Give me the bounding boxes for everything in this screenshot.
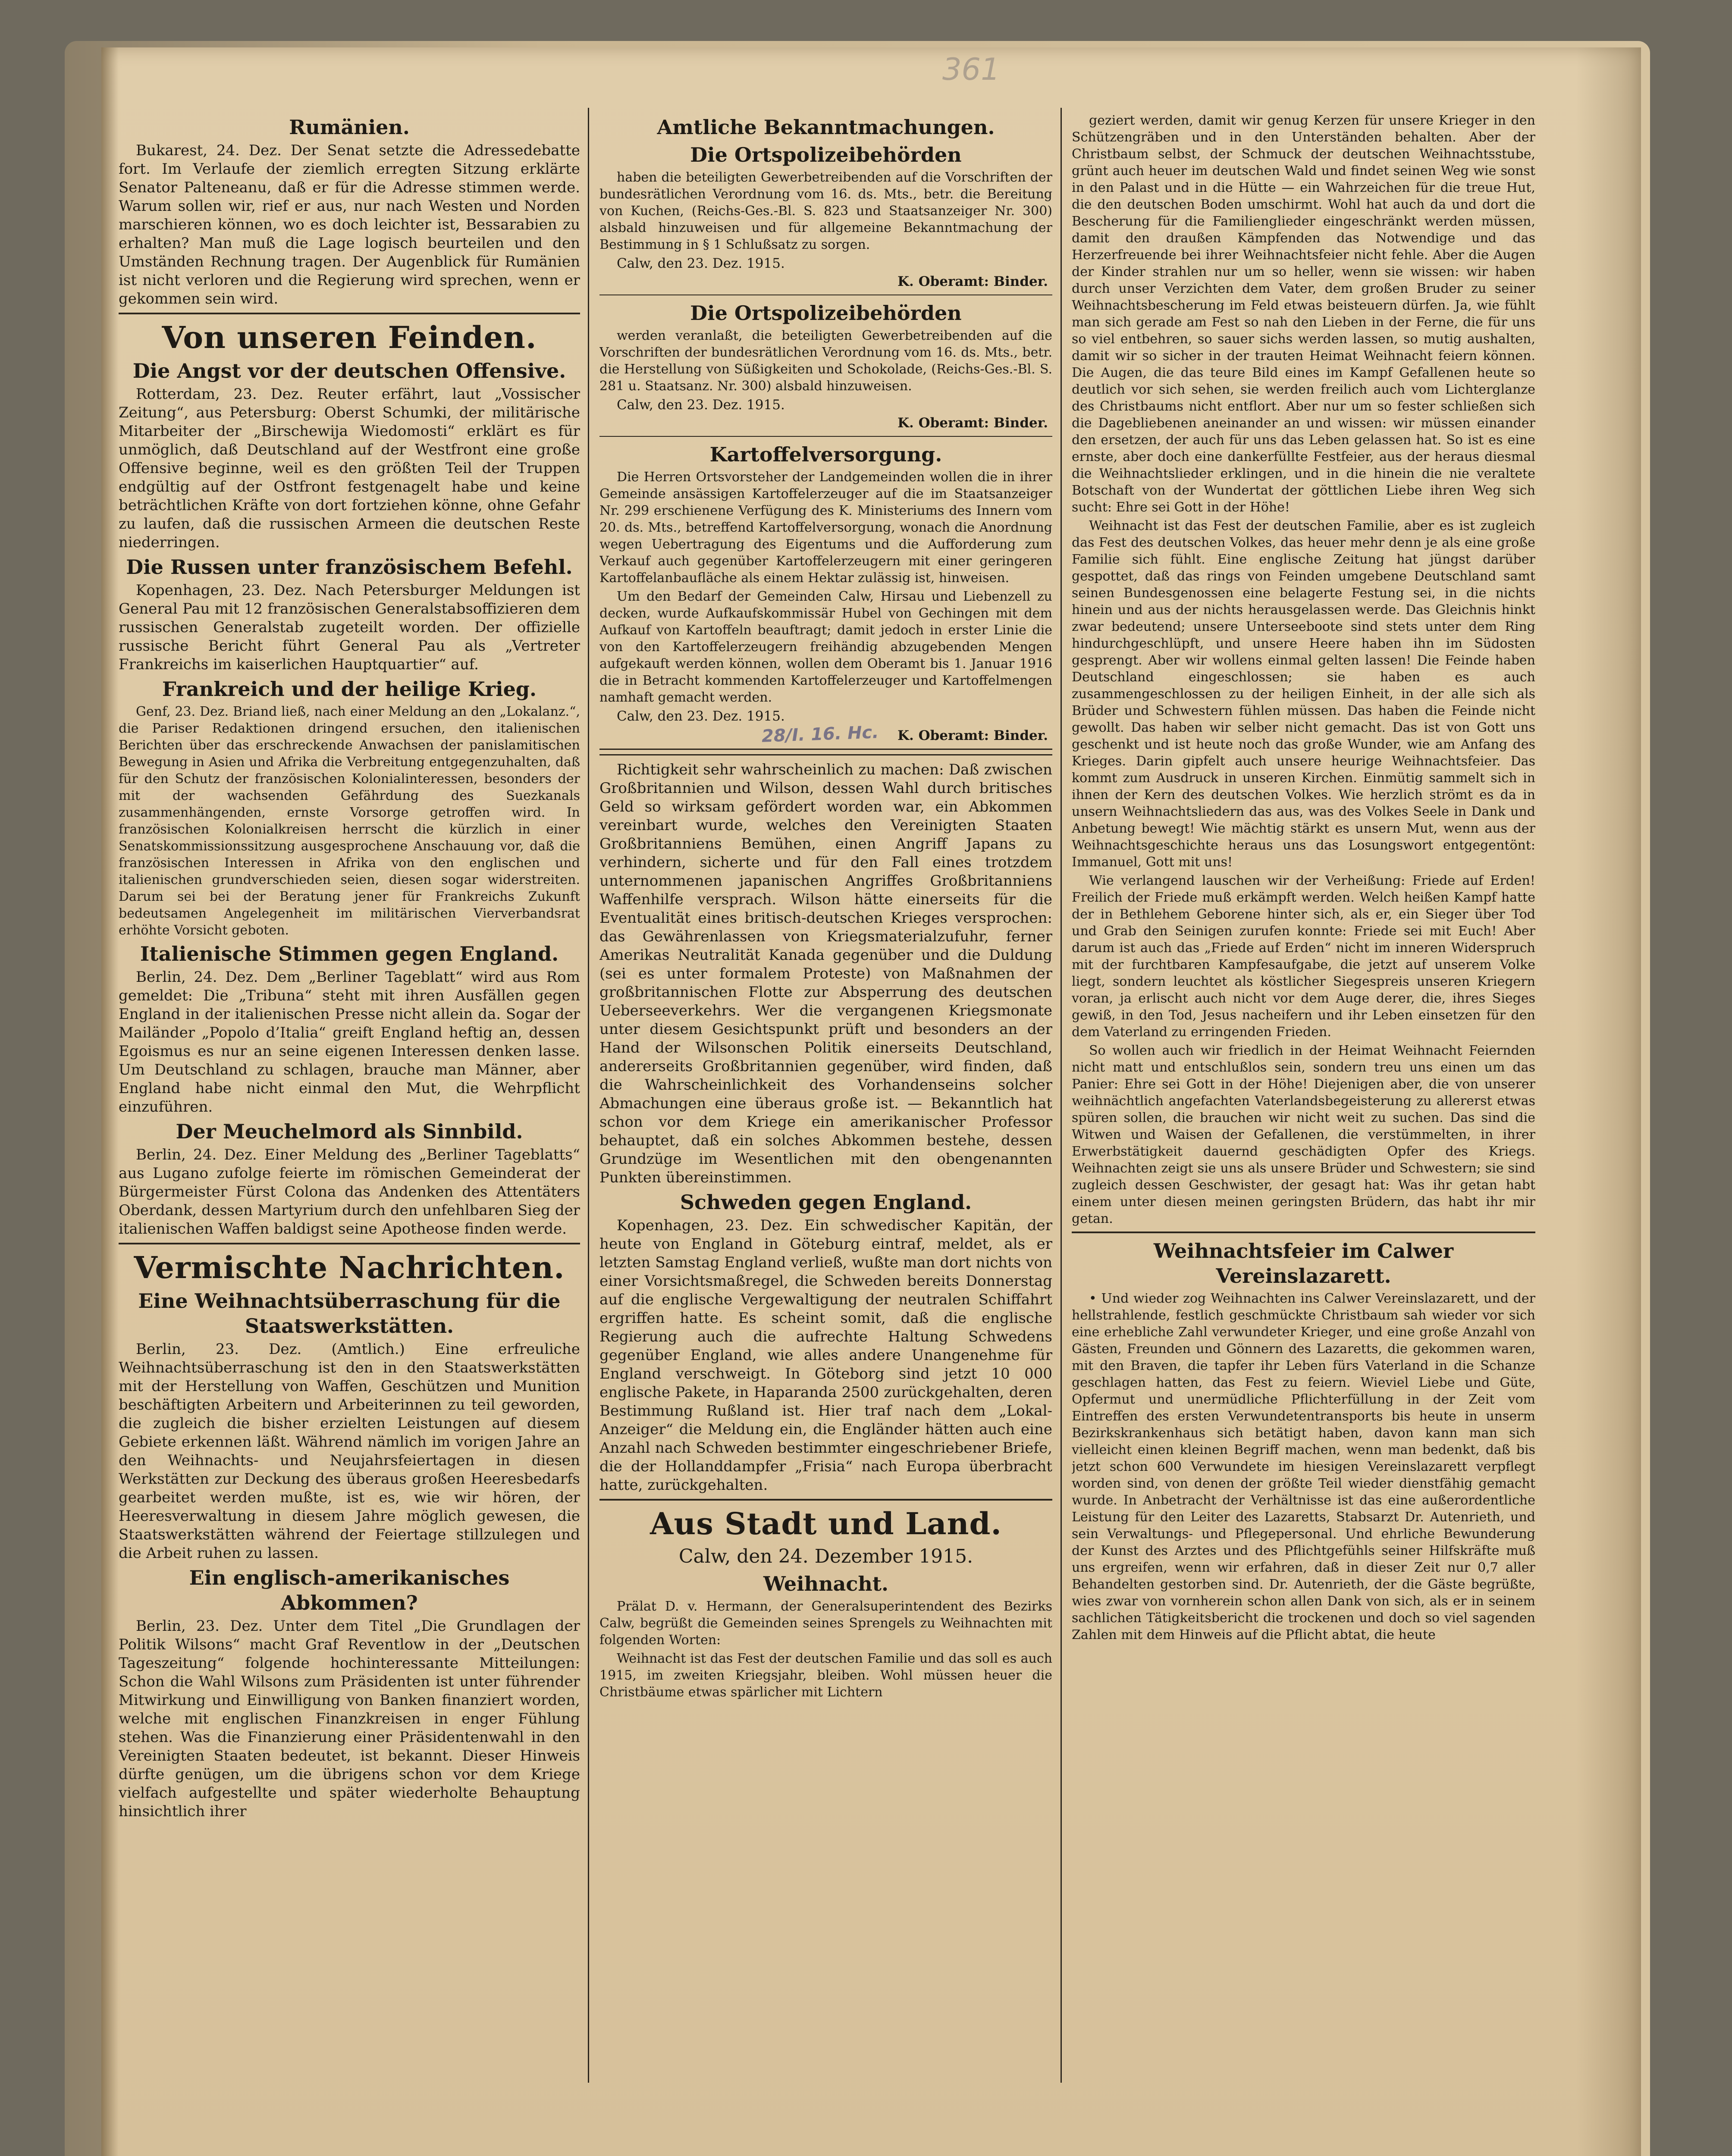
headline-weihnacht: Weihnacht.	[763, 1572, 889, 1595]
column-rule-1	[588, 108, 589, 2083]
notice-suessigkeiten: werden veranlaßt, die beteiligten Gewerbetreibenden auf die Vorschriften der bundesrätlichen Verordnung vom 16. ds. Mts., betr. die Herstellung von Süßigkeiten und Schokolade, (Reichs-Ges.-Bl. S. 281 u. Staatsanz. Nr. 300) alsbald hinzuweisen.	[599, 328, 1052, 394]
headline-rumaenien: Rumänien.	[289, 116, 410, 139]
article-rumaenien: Bukarest, 24. Dez. Der Senat setzte die Adressedebatte fort. Im Verlaufe der ziemlich erregten Sitzung erklärte Senator Palteneanu, daß er für die Adresse stimmen werde. Warum sollen wir, rief er aus, nur nach Westen und Norden marschieren können, wo es doch leichter ist, Bessarabien zu erhalten? Man muß die Lage logisch beurteilen und den Umständen Rechnung tragen. Der Augenblick für Rumänien ist nicht verloren und die Regierung wird sprechen, wenn er gekommen sein wird.	[119, 142, 580, 307]
pencil-note: 28/I. 16. Hc.	[761, 722, 879, 746]
article-frankreich: Genf, 23. Dez. Briand ließ, nach einer Meldung an den „Lokalanz.“, die Pariser Redaktionen dringend ersuchen, den italienischen Berichten über das erschreckende Anwachsen der panislamitischen Bewegung in Asien und Afrika die Verbreitung entgegenzuhalten, daß für den Schutz der französischen Kolonialinteressen, besonders der mit der wachsenden Gefährdung des Suezkanals zusammenhängenden, ernste Vorsorge getroffen wird. In französischen Kolonialkreisen herrscht die kürzlich in einer Senatskommissionssitzung ausgesprochene Anschauung vor, daß die französischen Interessen in Afrika von den englischen und italienischen grundverschieden seien, diesen sogar widerstreiten. Darum sei bei der Beratung jener für Frankreichs Zukunft bedeutsamen Angelegenheit im militärischen Vierverbandsrat erhöhte Vorsicht geboten.	[119, 704, 580, 938]
headline-ortspolizei-2: Die Ortspolizeibehörden	[690, 301, 962, 325]
divider	[119, 1243, 580, 1244]
headline-russen: Die Russen unter französischem Befehl.	[126, 555, 573, 579]
page-right-margin	[1576, 47, 1641, 2156]
article-weihnacht-intro: Prälat D. v. Hermann, der Generalsuperintendent des Bezirks Calw, begrüßt die Gemeinden seines Sprengels zu Weihnachten mit folgenden Worten:	[599, 1599, 1052, 1648]
notice-kartoffel-2: Um den Bedarf der Gemeinden Calw, Hirsau und Liebenzell zu decken, wurde Aufkaufskommissär Hubel von Gechingen mit dem Aufkauf von Kartoffeln beauftragt; damit jedoch in erster Linie die von den Kartoffelerzeugern freihändig abzugebenden Mengen aufgekauft werden können, wollen dem Oberamt bis 1. Januar 1916 die in Betracht kommenden Kartoffelerzeuger und Kartoffelmengen namhaft gemacht werden.	[599, 589, 1052, 705]
article-weihnacht-4: So wollen auch wir friedlich in der Heimat Weihnacht Feiernden nicht matt und entschlußlos sein, sondern treu uns einen um das Panier: Ehre sei Gott in der Höhe! Diejenigen aber, die von unserer weihnächtlich angefachten Vaterlandsbegeisterung zu allererst etwas spüren sollen, die brauchen wir nicht weit zu suchen. Das sind die Witwen und Waisen der Gefallenen, die verstümmelten, in ihrer Erwerbstätigkeit dauernd geschädigten Opfer des Kriegs. Weihnachten zeigt sie uns als unsere Brüder und Schwestern; sie sind zugleich dessen Geschwister, der gesagt hat: Was ihr getan habt einem unter diesen meinen geringsten Brüdern, das habt ihr mir getan.	[1072, 1043, 1535, 1226]
notice-signature-row	[599, 722, 1048, 746]
article-wilson-continued: Richtigkeit sehr wahrscheinlich zu machen: Daß zwischen Großbritannien und Wilson, dessen Wahl durch britisches Geld so wirksam gefördert worden war, ein Abkommen vereinbart wurde, welches den Vereinigten Staaten Großbritanniens Bemühen, einen Angriff Japans zu verhindern, sicherte und für den Fall eines trotzdem unternommenen japanischen Angriffes Großbritanniens Waffenhilfe versprach. Wilson hätte einerseits für die Eventualität eines britisch-deutschen Krieges versprochen: das Gewährenlassen von Kriegsmaterialzufuhr, ferner Amerikas Neutralität Kanada gegenüber und die Duldung (sei es unter formalem Proteste) von Maßnahmen der großbritannischen Flotte zur Absperrung des deutschen Ueberseeverkehrs. Wer die vergangenen Kriegsmonate unter diesem Gesichtspunkt prüft und besonders an der Hand der Wilsonschen Politik einerseits Deutschland, andererseits Großbritannien gegenüber, wird finden, daß die Wahrscheinlichkeit des Vorhandenseins solcher Abmachungen eine überaus große ist. — Bekanntlich hat schon vor dem Kriege ein amerikanischer Professor behauptet, daß ein solches Abkommen bestehe, dessen Grundzüge im Wesentlichen mit den obengenannten Punkten übereinstimmen.	[599, 761, 1052, 1186]
article-schweden: Kopenhagen, 23. Dez. Ein schwedischer Kapitän, der heute von England in Göteburg eintraf, meldet, als er letzten Samstag England verließ, wußte man dort nichts von einer Vorsichtsmaßregel, die Schweden bereits Donnerstag auf die englische Vergewaltigung der neutralen Schiffahrt ergriffen hatte. Es scheint somit, daß die englische Regierung auch die aufrechte Haltung Schwedens gegenüber England, wie alles andere Unangenehme für England verschweigt. In Göteborg sind jetzt 10 000 englische Pakete, in Haparanda 2500 zurückgehalten, deren Bestimmung Rußland ist. Hier traf nach dem „Lokal-Anzeiger“ die Meldung ein, die Engländer hätten auch eine Anzahl nach Schweden bestimmter eingeschriebener Briefe, die der Hollanddampfer „Frisia“ nach Europa überbracht hatte, zurückgehalten.	[599, 1217, 1052, 1494]
section-feinden: Von unseren Feinden.	[162, 320, 537, 355]
article-weihnacht-1: geziert werden, damit wir genug Kerzen für unsere Krieger in den Schützengräben und in den Unterständen behalten. Aber der Christbaum selbst, der Schmuck der deutschen Weihnachtsstube, grünt auch heuer im deutschen Wald und findet seinen Weg wie sonst in den Palast und in die Hütte — ein Wahrzeichen für die treue Hut, die den deutschen Boden umschirmt. Wohl hat auch da und dort die Bescherung für die Familienglieder eingeschränkt werden müssen, damit den draußen Kämpfenden das Notwendige und das Herzerfreuende bei ihrer Weihnachtsfeier nicht fehle. Aber die Augen der Kinder strahlen nur um so heller, wenn sie wissen: wir haben durch unser Verzichten dem Vater, dem großen Bruder zu seiner Weihnachtsbescherung im Feld etwas beisteuern dürfen. Ja, wie fühlt man sich gerade am Fest so nah den Lieben in der Ferne, die für uns so viel entbehren, so sauer sichs werden lassen, so mutig aushalten, damit wir so sicher in der trauten Heimat Weihnacht feiern können. Die Augen, die das teure Bild eines im Kampf Gefallenen heute so deutlich vor sich sehen, sie werden freilich auch vom Lichterglanze des Christbaums nicht entflort. Aber nur um so fester schließen sich die Dagebliebenen aneinander an und wissen: wir müssen einander den ersetzen, der auch für uns das Leben gelassen hat. So ist es eine ernste, aber doch eine dankerfüllte Festfeier, aus der heraus diesmal die Weihnachtslieder erklingen, und in die hinein die nie veraltete Botschaft von der Wundertat der göttlichen Liebe ihren Weg sich sucht: Ehre sei Gott in der Höhe!	[1072, 113, 1535, 515]
column-rule-2	[1061, 108, 1062, 2083]
pencil-page-number: 361	[942, 52, 1000, 87]
newspaper-page	[101, 47, 1641, 2156]
headline-angst: Die Angst vor der deutschen Offensive.	[132, 359, 566, 382]
article-meuchelmord: Berlin, 24. Dez. Einer Meldung des „Berliner Tageblatts“ aus Lugano zufolge feierte im römischen Gemeinderat der Bürgermeister Fürst Colona das Andenken des Attentäters Oberdank, dessen Martyrium durch den unfehlbaren Sieg der italienischen Waffen baldigst seine Apotheose finden werde.	[119, 1146, 580, 1238]
headline-frankreich: Frankreich und der heilige Krieg.	[162, 677, 537, 701]
notice-kuchen: haben die beteiligten Gewerbetreibenden auf die Vorschriften der bundesrätlichen Verordnung vom 16. ds. Mts., betr. die Bereitung von Kuchen, (Reichs-Ges.-Bl. S. 823 und Staatsanzeiger Nr. 300) alsbald hinzuweisen und für allgemeine Bekanntmachung der Bestimmung in § 1 Schlußsatz zu sorgen.	[599, 170, 1052, 252]
headline-kartoffel: Kartoffelversorgung.	[709, 443, 942, 466]
notice-signature: K. Oberamt: Binder.	[897, 728, 1048, 743]
article-russen: Kopenhagen, 23. Dez. Nach Petersburger Meldungen ist General Pau mit 12 französischen Generalstabsoffizieren dem russischen Generalstab zugeteilt worden. Der offizielle russische Bericht führt General Pau als „Vertreter Frankreichs im kaiserlichen Hauptquartier“ auf.	[119, 582, 580, 673]
article-angst: Rotterdam, 23. Dez. Reuter erfährt, laut „Vossischer Zeitung“, aus Petersburg: Oberst Schumki, der militärische Mitarbeiter der „Birschewija Wiedomosti“ erklärt es für unmöglich, daß Deutschland auf der Westfront eine große Offensive beginne, weil es den größten Teil der Truppen endgültig auf der Ostfront festgenagelt habe und keine beträchtlichen Kräfte von dort fortziehen könne, ohne Gefahr zu laufen, daß die russischen Armeen die deutschen Reste niederringen.	[119, 385, 580, 551]
notice-signature: K. Oberamt: Binder.	[897, 415, 1048, 431]
column-3	[1072, 112, 1535, 2078]
notice-date: Calw, den 23. Dez. 1915.	[617, 397, 785, 413]
headline-lazarett: Weihnachtsfeier im Calwer Vereinslazarett.	[1153, 1239, 1454, 1288]
article-weihnacht-start: Weihnacht ist das Fest der deutschen Familie und das soll es auch 1915, im zweiten Kriegsjahr, bleiben. Wohl müssen heuer die Christbäume etwas spärlicher mit Lichtern	[599, 1651, 1052, 1700]
article-weihnachtsueberraschung: Berlin, 23. Dez. (Amtlich.) Eine erfreuliche Weihnachtsüberraschung ist den in den Staatswerkstätten mit der Herstellung von Waffen, Geschützen und Munition beschäftigten Arbeitern und Arbeiterinnen zu teil geworden, die zugleich die bisher erzielten Leistungen auf diesem Gebiete erkennen läßt. Während nämlich im vorigen Jahre an den Weihnachts- und Neujahrsfeiertagen in diesen Werkstätten zur Deckung des überaus großen Heeresbedarfs gearbeitet werden mußte, ist es, wie wir hören, der Heeresverwaltung in diesem Jahre möglich gewesen, die Staatswerkstätten während der Feiertage stillzulegen und die Arbeit ruhen zu lassen.	[119, 1341, 580, 1562]
column-2	[599, 112, 1052, 2078]
headline-weihnachtsueberraschung: Eine Weihnachtsüberraschung für die Staatswerkstätten.	[138, 1289, 561, 1338]
notice-date: Calw, den 23. Dez. 1915.	[617, 256, 785, 271]
divider	[119, 313, 580, 314]
headline-schweden: Schweden gegen England.	[680, 1191, 972, 1214]
article-abkommen: Berlin, 23. Dez. Unter dem Titel „Die Grundlagen der Politik Wilsons“ macht Graf Reventlow in der „Deutschen Tageszeitung“ folgende hochinteressante Mitteilungen: Schon die Wahl Wilsons zum Präsidenten ist unter führender Mitwirkung und Einwilligung von Banken finanziert worden, welche mit englischen Finanzkreisen in enger Fühlung stehen. Was die Finanzierung einer Präsidentenwahl in den Vereinigten Staaten bedeutet, ist bekannt. Dieser Hinweis dürfte genügen, um die übrigens schon vor dem Kriege vielfach aufgestellte und später wiederholte Behauptung hinsichtlich ihrer	[119, 1617, 580, 1820]
headline-abkommen: Ein englisch-amerikanisches Abkommen?	[189, 1566, 510, 1614]
notice-kartoffel-1: Die Herren Ortsvorsteher der Landgemeinden wollen die in ihrer Gemeinde ansässigen Kartoffelerzeuger auf die im Staatsanzeiger Nr. 299 erschienene Verfügung des K. Ministeriums des Innern vom 20. ds. Mts., betreffend Kartoffelversorgung, wonach die Anordnung wegen Uebertragung des Eigentums und die Aufforderung zum Verkauf auch gegenüber Kartoffelerzeugern mit einer geringeren Kartoffelanbaufläche als einem Hektar zulässig ist, hinweisen.	[599, 470, 1052, 586]
section-stadt-und-land: Aus Stadt und Land.	[650, 1506, 1002, 1542]
headline-meuchelmord: Der Meuchelmord als Sinnbild.	[176, 1120, 523, 1143]
notice-signature: K. Oberamt: Binder.	[897, 274, 1048, 289]
article-lazarett: • Und wieder zog Weihnachten ins Calwer Vereinslazarett, und der hellstrahlende, festlich geschmückte Christbaum sah wieder vor sich eine erhebliche Zahl verwundeter Krieger, und eine große Anzahl von Gästen, Freunden und Gönnern des Lazaretts, die gekommen waren, mit den Braven, die tapfer ihr Leben fürs Vaterland in die Schanze geschlagen hatten, das Fest zu feiern. Wieviel Liebe und Güte, Opfermut und unermüdliche Pflichterfüllung in der Zeit vom Eintreffen des ersten Verwundetentransports bis heute in unserm Bezirkskrankenhaus sich betätigt haben, davon kann man sich vielleicht einen kleinen Begriff machen, wenn man bedenkt, daß bis jetzt schon 600 Verwundete im hiesigen Vereinslazarett verpflegt worden sind, von denen der größte Teil wieder dienstfähig gemacht wurde. In Anbetracht der Verhältnisse ist das eine außerordentliche Leistung für den Leiter des Lazaretts, Stabsarzt Dr. Autenrieth, und sein Verwaltungs- und Pflegepersonal. Und ehrliche Bewunderung der Kunst des Arztes und des Pflichtgefühls seiner Hilfskräfte muß uns ergreifen, wenn wir erfahren, daß in dieser Zeit nur 0,7 aller Behandelten gestorben sind. Dr. Autenrieth, der die Gäste begrüßte, wies zwar von vornherein schon allen Dank von sich, als er in seinem sachlichen Tätigkeitsbericht die trockenen und doch so viel sagenden Zahlen mit dem Hinweis auf die Pflicht abtat, die heute	[1072, 1291, 1535, 1642]
divider	[1072, 1232, 1535, 1233]
headline-italien: Italienische Stimmen gegen England.	[140, 942, 559, 965]
section-vermischte: Vermischte Nachrichten.	[134, 1250, 565, 1285]
section-date: Calw, den 24. Dezember 1915.	[678, 1545, 973, 1567]
page-spine-shadow	[101, 47, 119, 2156]
divider	[599, 1499, 1052, 1501]
article-weihnacht-2: Weihnacht ist das Fest der deutschen Familie, aber es ist zugleich das Fest des deutschen Volkes, das heuer mehr denn je als eine große Familie sich fühlt. Eine englische Zeitung hat jüngst darüber gespottet, daß das rings von Feinden umgebene Deutschland samt seinen Bundesgenossen eine belagerte Festung sei, in die nichts hinein und aus der nichts herausgelassen werde. Das Gleichnis hinkt zwar bedeutend; unsere Unterseeboote sind stets unter dem Ring hindurchgeschlüpft, und unsere Heere haben ihn im Südosten gesprengt. Aber wir wollens einmal gelten lassen! Die Feinde haben Deutschland eingeschlossen; sie haben es auch zusammengeschlossen zu der heiligen Einheit, in der alle sich als Brüder und Schwestern fühlen müssen. Das haben die Feinde nicht gewollt. Das haben wir selber nicht gemacht. Das ist von Gott uns geschenkt und ist heute noch das große Wunder, wie am Anfang des Krieges. Darin gipfelt auch unsere heurige Weihnachtsfeier. Das kommt zum Ausdruck in unseren Kirchen. Einmütig sammelt sich in ihnen der Kern des deutschen Volkes. Wie herzlich strömt es da in unsern Weihnachtsliedern das aus, was des Volkes Seele in Dank und Anbetung bewegt! Wie mächtig stärkt es unsern Mut, wenn aus der Weihnachtsgeschichte heraus uns das Losungswort entgegentönt: Immanuel, Gott mit uns!	[1072, 518, 1535, 870]
divider	[599, 749, 1052, 755]
column-1	[119, 112, 580, 2078]
headline-amtliche: Amtliche Bekanntmachungen.	[657, 116, 995, 139]
divider	[599, 436, 1052, 437]
notice-date: Calw, den 23. Dez. 1915.	[617, 708, 785, 724]
article-italien: Berlin, 24. Dez. Dem „Berliner Tageblatt“ wird aus Rom gemeldet: Die „Tribuna“ steht mit ihren Ausfällen gegen England in der italienischen Presse nicht allein da. Sogar der Mailänder „Popolo d’Italia“ greift England heftig an, dessen Egoismus es nur an seine eigenen Interessen denken lasse. Um Deutschland zu schlagen, brauche man Männer, aber England habe nicht einmal den Mut, die Wehrpflicht einzuführen.	[119, 968, 580, 1116]
article-weihnacht-3: Wie verlangend lauschen wir der Verheißung: Friede auf Erden! Freilich der Friede muß erkämpft werden. Welch heißen Kampf hatte der in Bethlehem Geborene hinter sich, als er, ein Sieger über Tod und Grab den Seinigen zurufen konnte: Friede sei mit Euch! Aber darum ist auch das „Friede auf Erden“ nicht im inneren Widerspruch mit der furchtbaren Kampfesaufgabe, die jetzt auf unserem Volke liegt, sondern leuchtet als köstlicher Siegespreis unseren Kriegern voran, ja erlischt auch nicht vor dem Auge derer, die, ihres Sieges gewiß, in den Tod, Jesus nacheifern und ihr Leben einsetzen für den dem Vaterland zu erringenden Frieden.	[1072, 873, 1535, 1040]
headline-ortspolizei-1: Die Ortspolizeibehörden	[690, 143, 962, 166]
